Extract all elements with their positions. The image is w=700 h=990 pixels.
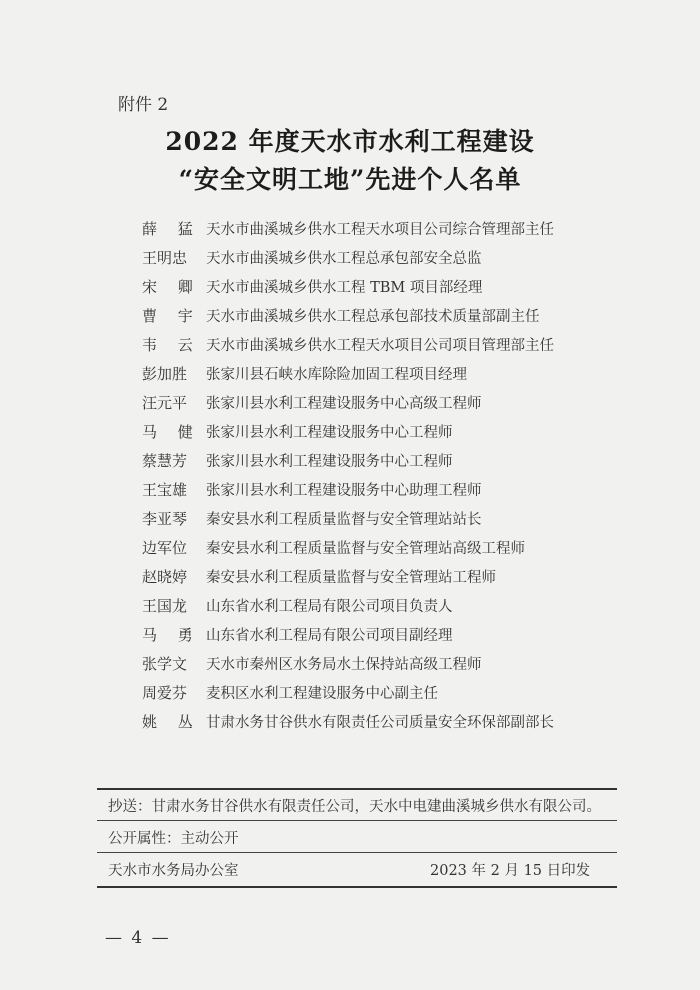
person-name: 韦 云 — [142, 336, 201, 354]
person-row — [0, 247, 700, 276]
person-position: 秦安县水利工程质量监督与安全管理站站长 — [206, 512, 482, 528]
people-list — [0, 218, 700, 740]
person-row — [0, 218, 700, 247]
footer-divider — [97, 852, 617, 853]
person-name: 王国龙 — [142, 597, 188, 615]
person-row — [0, 450, 700, 479]
person-name: 张学文 — [142, 655, 188, 673]
person-name: 曹 宇 — [142, 307, 201, 325]
document-title-line2: “安全文明工地”先进个人名单 — [178, 165, 522, 194]
person-name: 蔡慧芳 — [142, 452, 188, 470]
person-name: 姚 丛 — [142, 713, 201, 731]
person-row — [0, 363, 700, 392]
person-row — [0, 624, 700, 653]
person-row — [0, 711, 700, 740]
person-position: 张家川县水利工程建设服务中心工程师 — [206, 425, 453, 441]
person-position: 秦安县水利工程质量监督与安全管理站高级工程师 — [206, 541, 525, 557]
issuer-text: 天水市水务局办公室 — [108, 863, 239, 879]
person-position: 张家川县水利工程建设服务中心工程师 — [206, 454, 453, 470]
disclosure-text: 公开属性：主动公开 — [108, 831, 239, 847]
person-position: 麦积区水利工程建设服务中心副主任 — [206, 686, 438, 702]
person-row — [0, 682, 700, 711]
person-name: 赵晓婷 — [142, 568, 188, 586]
person-name: 宋 卿 — [142, 278, 201, 296]
person-name: 李亚琴 — [142, 510, 188, 528]
person-row — [0, 421, 700, 450]
person-name: 边军位 — [142, 539, 188, 557]
person-position: 张家川县水利工程建设服务中心高级工程师 — [206, 396, 482, 412]
issue-date-text: 2023 年 2 月 15 日印发 — [430, 863, 591, 879]
person-position: 甘肃水务甘谷供水有限责任公司质量安全环保部副部长 — [206, 715, 554, 731]
person-row — [0, 276, 700, 305]
person-row — [0, 595, 700, 624]
person-name: 周爱芬 — [142, 684, 188, 702]
person-name: 汪元平 — [142, 394, 188, 412]
footer-divider-bottom — [97, 886, 617, 888]
person-name: 马 健 — [142, 423, 201, 441]
person-row — [0, 566, 700, 595]
person-position: 张家川县石峡水库除险加固工程项目经理 — [206, 367, 467, 383]
person-position: 天水市秦州区水务局水土保持站高级工程师 — [206, 657, 482, 673]
cc-text: 抄送：甘肃水务甘谷供水有限责任公司，天水中电建曲溪城乡供水有限公司。 — [108, 799, 601, 815]
person-row — [0, 334, 700, 363]
page-number: — 4 — — [105, 928, 171, 948]
person-position: 天水市曲溪城乡供水工程总承包部技术质量部副主任 — [206, 309, 540, 325]
person-position: 天水市曲溪城乡供水工程天水项目公司综合管理部主任 — [206, 222, 554, 238]
person-row — [0, 305, 700, 334]
attachment-label: 附件 2 — [118, 95, 169, 115]
person-row — [0, 392, 700, 421]
person-row — [0, 508, 700, 537]
person-position: 天水市曲溪城乡供水工程天水项目公司项目管理部主任 — [206, 338, 554, 354]
person-name: 王宝雄 — [142, 481, 188, 499]
person-row — [0, 653, 700, 682]
person-row — [0, 479, 700, 508]
person-position: 天水市曲溪城乡供水工程总承包部安全总监 — [206, 251, 482, 267]
person-name: 彭加胜 — [142, 365, 188, 383]
person-row — [0, 537, 700, 566]
person-position: 秦安县水利工程质量监督与安全管理站工程师 — [206, 570, 496, 586]
person-position: 山东省水利工程局有限公司项目副经理 — [206, 628, 453, 644]
person-position: 天水市曲溪城乡供水工程 TBM 项目部经理 — [206, 280, 483, 296]
footer-divider — [97, 820, 617, 821]
person-position: 张家川县水利工程建设服务中心助理工程师 — [206, 483, 482, 499]
person-name: 薛 猛 — [142, 220, 201, 238]
person-name: 王明忠 — [142, 249, 188, 267]
person-name: 马 勇 — [142, 626, 201, 644]
footer-divider-top — [97, 788, 617, 790]
document-title-line1: 2022 年度天水市水利工程建设 — [165, 127, 535, 156]
person-position: 山东省水利工程局有限公司项目负责人 — [206, 599, 453, 615]
